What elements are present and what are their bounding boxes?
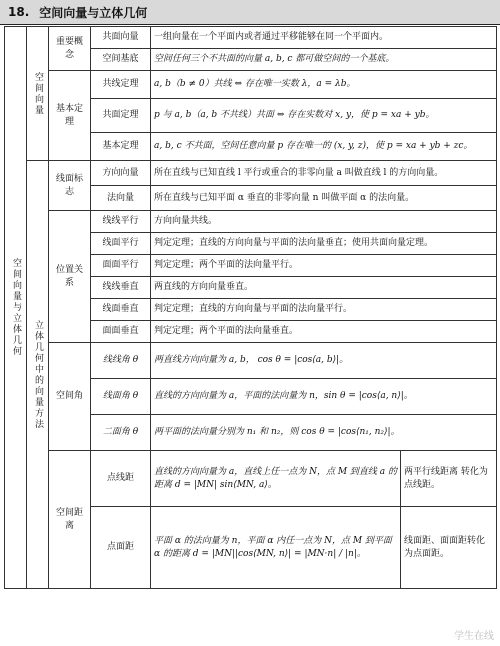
table-row	[5, 27, 497, 49]
row-desc: 空间任何三个不共面的向量 a, b, c 都可做空间的一个基底。	[151, 49, 497, 71]
row-name: 线面垂直	[91, 299, 151, 321]
row-desc: 判定定理；直线的方向向量与平面的法向量垂直；使用共面向量定理。	[151, 233, 497, 255]
section-header	[0, 0, 500, 25]
row-name: 线线垂直	[91, 277, 151, 299]
solid-geometry-label: 立体几何中的向量方法	[27, 161, 49, 589]
positions-label: 位置关系	[49, 211, 91, 343]
row-name: 二面角 θ	[91, 415, 151, 451]
row-name: 方向向量	[91, 161, 151, 186]
row-note: 线面距、面面距转化为点面距。	[401, 507, 497, 589]
line-plane-marks-label: 线面标志	[49, 161, 91, 211]
row-name: 基本定理	[91, 133, 151, 161]
row-desc: 两平面的法向量分别为 n₁ 和 n₂，则 cos θ = |cos⟨n₁, n₂⟩|。	[151, 415, 497, 451]
row-name: 共面定理	[91, 99, 151, 133]
row-desc: 所在直线与已知平面 α 垂直的非零向量 n 叫做平面 α 的法向量。	[151, 186, 497, 211]
watermark: 学生在线	[454, 631, 494, 642]
row-desc: p 与 a, b（a, b 不共线）共面 ⇔ 存在实数对 x, y，使 p = xa + yb。	[151, 99, 497, 133]
section-number: 18.	[8, 5, 30, 19]
row-desc: a, b, c 不共面，空间任意向量 p 存在唯一的 (x, y, z)，使 p = xa + yb + zc。	[151, 133, 497, 161]
row-desc: 平面 α 的法向量为 n，平面 α 内任一点为 N，点 M 到平面 α 的距离 d = |MN||cos⟨MN, n⟩| = |MN·n| / |n|。	[151, 507, 401, 589]
table-row	[5, 161, 497, 186]
angles-label: 空间角	[49, 343, 91, 451]
row-desc: 所在直线与已知直线 l 平行或重合的非零向量 a 叫做直线 l 的方向向量。	[151, 161, 497, 186]
basic-theorems-label: 基本定理	[49, 71, 91, 161]
table-row	[5, 451, 497, 507]
row-desc: a, b（b ≠ 0）共线 ⇔ 存在唯一实数 λ，a = λb。	[151, 71, 497, 99]
row-name: 面面垂直	[91, 321, 151, 343]
row-desc: 直线的方向向量为 a，直线上任一点为 N，点 M 到直线 a 的距离 d = |MN| sin⟨MN, a⟩。	[151, 451, 401, 507]
main-category: 空间向量与立体几何	[5, 27, 27, 589]
row-desc: 判定定理；直线的方向向量与平面的法向量平行。	[151, 299, 497, 321]
row-desc: 两直线方向向量为 a, b， cos θ = |cos⟨a, b⟩|。	[151, 343, 497, 379]
row-name: 点线距	[91, 451, 151, 507]
row-name: 法向量	[91, 186, 151, 211]
row-name: 线面角 θ	[91, 379, 151, 415]
space-vectors-label: 空间向量	[27, 27, 49, 161]
table-row	[5, 71, 497, 99]
table-row	[5, 211, 497, 233]
row-name: 线线平行	[91, 211, 151, 233]
row-name: 共线定理	[91, 71, 151, 99]
row-name: 共面向量	[91, 27, 151, 49]
row-name: 线线角 θ	[91, 343, 151, 379]
row-name: 空间基底	[91, 49, 151, 71]
row-name: 面面平行	[91, 255, 151, 277]
row-desc: 两直线的方向向量垂直。	[151, 277, 497, 299]
table-row	[5, 343, 497, 379]
row-name: 点面距	[91, 507, 151, 589]
section-title: 空间向量与立体几何	[39, 5, 148, 20]
row-desc: 判定定理；两个平面的法向量垂直。	[151, 321, 497, 343]
summary-table	[4, 26, 497, 589]
row-desc: 一组向量在一个平面内或者通过平移能够在同一个平面内。	[151, 27, 497, 49]
row-desc: 方向向量共线。	[151, 211, 497, 233]
basic-concepts-label: 重要概念	[49, 27, 91, 71]
row-note: 两平行线距离 转化为点线距。	[401, 451, 497, 507]
row-desc: 直线的方向向量为 a，平面的法向量为 n，sin θ = |cos⟨a, n⟩|。	[151, 379, 497, 415]
row-desc: 判定定理；两个平面的法向量平行。	[151, 255, 497, 277]
row-name: 线面平行	[91, 233, 151, 255]
distances-label: 空间距离	[49, 451, 91, 589]
